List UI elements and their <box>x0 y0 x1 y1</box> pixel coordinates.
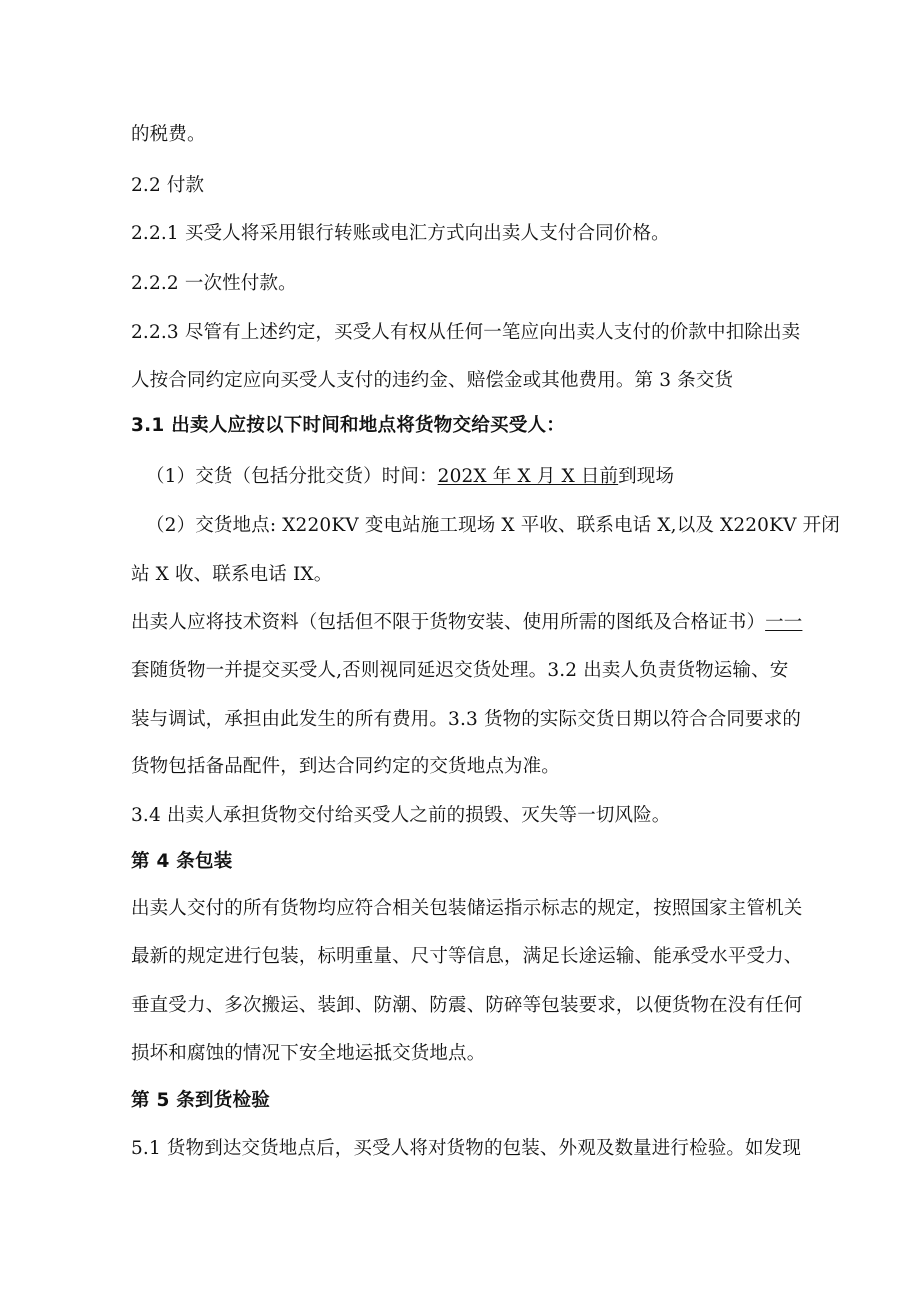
paragraph-line: 货物包括备品配件，到达合同约定的交货地点为准。 <box>131 756 560 777</box>
line-prefix: 出卖人应将技术资料（包括但不限于货物安装、使用所需的图纸及合格证书） <box>131 612 766 633</box>
paragraph-line <box>131 611 811 634</box>
paragraph-line: 3.4 出卖人承担货物交付给买受人之前的损毁、灭失等一切风险。 <box>131 805 671 826</box>
paragraph-line: 站 X 收、联系电话 IX。 <box>131 564 333 585</box>
line-prefix: （1）交货（包括分批交货）时间： <box>146 466 438 487</box>
paragraph-line: 2.2.1 买受人将采用银行转账或电汇方式向出卖人支付合同价格。 <box>131 223 670 244</box>
line-suffix: 到现场 <box>618 466 675 487</box>
section-heading: 3.1 出卖人应按以下时间和地点将货物交给买受人： <box>131 415 565 436</box>
paragraph-line: 2.2.2 一次性付款。 <box>131 273 297 294</box>
paragraph-line: 人按合同约定应向买受人支付的违约金、赔偿金或其他费用。第 3 条交货 <box>131 370 734 391</box>
underlined-text: 一一 <box>765 612 803 633</box>
paragraph-line: 2.2.3 尽管有上述约定，买受人有权从任何一笔应向出卖人支付的价款中扣除出卖 <box>131 322 801 343</box>
section-heading: 第 4 条包装 <box>131 851 233 872</box>
paragraph-line: 垂直受力、多次搬运、装卸、防潮、防震、防碎等包装要求，以便货物在没有任何 <box>131 995 803 1016</box>
paragraph-line: （2）交货地点: X220KV 变电站施工现场 X 平收、联系电话 X,以及 X220KV 开闭 <box>146 515 840 536</box>
paragraph-line: 5.1 货物到达交货地点后，买受人将对货物的包装、外观及数量进行检验。如发现 <box>131 1138 802 1159</box>
paragraph-line: 最新的规定进行包装，标明重量、尺寸等信息，满足长途运输、能承受水平受力、 <box>131 946 803 967</box>
section-heading: 第 5 条到货检验 <box>131 1090 271 1111</box>
paragraph-line <box>146 465 826 488</box>
paragraph-line: 装与调试，承担由此发生的所有费用。3.3 货物的实际交货日期以符合合同要求的 <box>131 709 802 730</box>
section-heading: 2.2 付款 <box>131 175 205 196</box>
paragraph-line: 出卖人交付的所有货物均应符合相关包装储运指示标志的规定，按照国家主管机关 <box>131 898 803 919</box>
paragraph-line: 套随货物一并提交买受人,否则视同延迟交货处理。3.2 出卖人负责货物运输、安 <box>131 660 789 681</box>
underlined-date: 202X 年 X 月 X 日前 <box>437 466 619 487</box>
paragraph-line: 的税费。 <box>131 124 206 145</box>
paragraph-line: 损坏和腐蚀的情况下安全地运抵交货地点。 <box>131 1043 486 1064</box>
